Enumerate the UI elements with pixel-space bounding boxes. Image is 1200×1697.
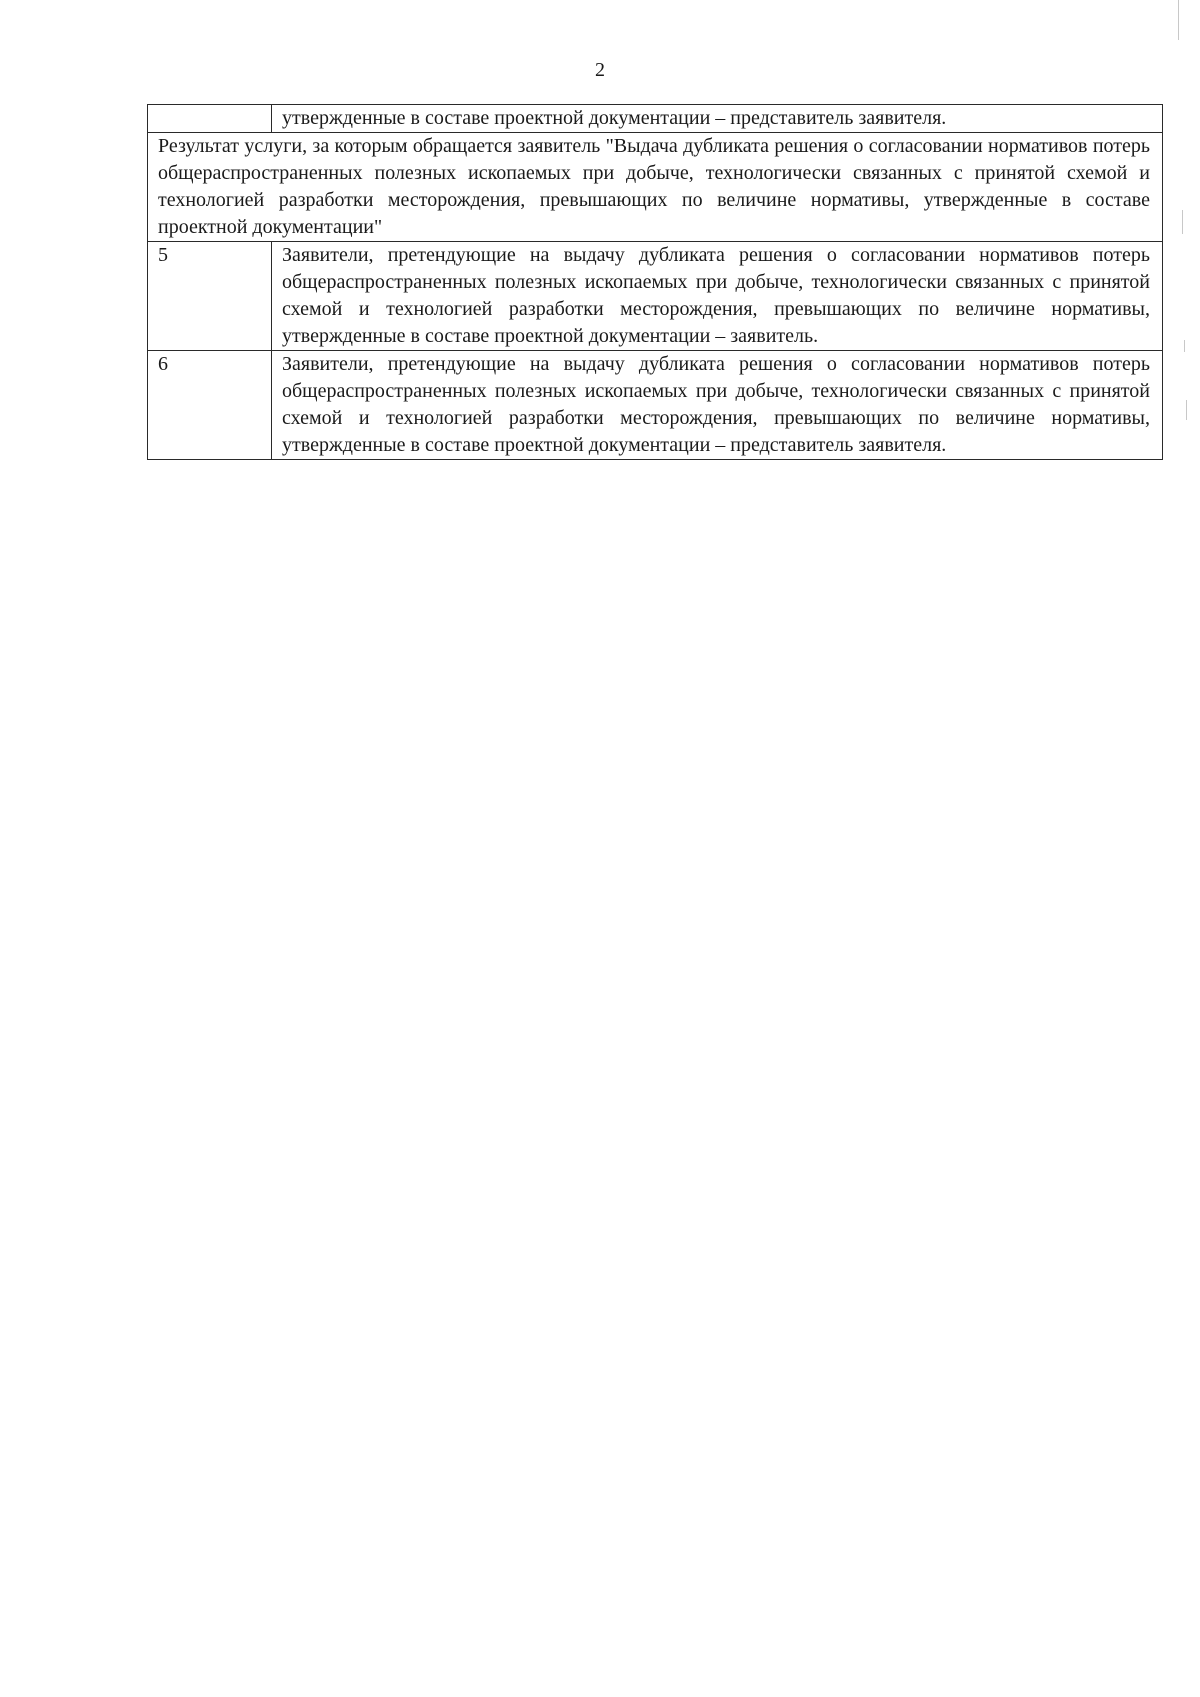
row-number-cell [148,105,272,133]
row-number-cell: 6 [148,351,272,460]
result-text: Результат услуги, за которым обращается заявитель "Выдача дубликата решения о согласовании нормативов потерь общераспространенных полезных ископаемых при добыче, технологически связанных с принятой схемой и технологией разработки месторождения, превышающих по величине нормативы, утвержденные в составе проектной документации" [158,135,1150,238]
scan-artifact [1182,210,1183,234]
result-cell [148,133,1163,242]
row-text: Заявители, претендующие на выдачу дубликата решения о согласовании нормативов потерь общераспространенных полезных ископаемых при добыче, технологически связанных с принятой схемой и технологией разработки месторождения, превышающих по величине нормативы, утвержденные в составе проектной документации – заявитель. [282,244,1150,347]
applicants-table [147,104,1163,460]
row-text-cell [272,105,1163,133]
row-text: утвержденные в составе проектной документации – представитель заявителя. [282,107,947,129]
row-text: Заявители, претендующие на выдачу дубликата решения о согласовании нормативов потерь общераспространенных полезных ископаемых при добыче, технологически связанных с принятой схемой и технологией разработки месторождения, превышающих по величине нормативы, утвержденные в составе проектной документации – представитель заявителя. [282,353,1150,456]
table-row [148,242,1163,351]
result-row [148,133,1163,242]
row-text-cell [272,242,1163,351]
row-number-cell: 5 [148,242,272,351]
table-row [148,105,1163,133]
scan-artifact [1186,400,1187,420]
scan-artifact [1178,0,1179,40]
scan-artifact [1184,340,1185,352]
table-row [148,351,1163,460]
page-number: 2 [595,59,605,81]
row-text-cell [272,351,1163,460]
